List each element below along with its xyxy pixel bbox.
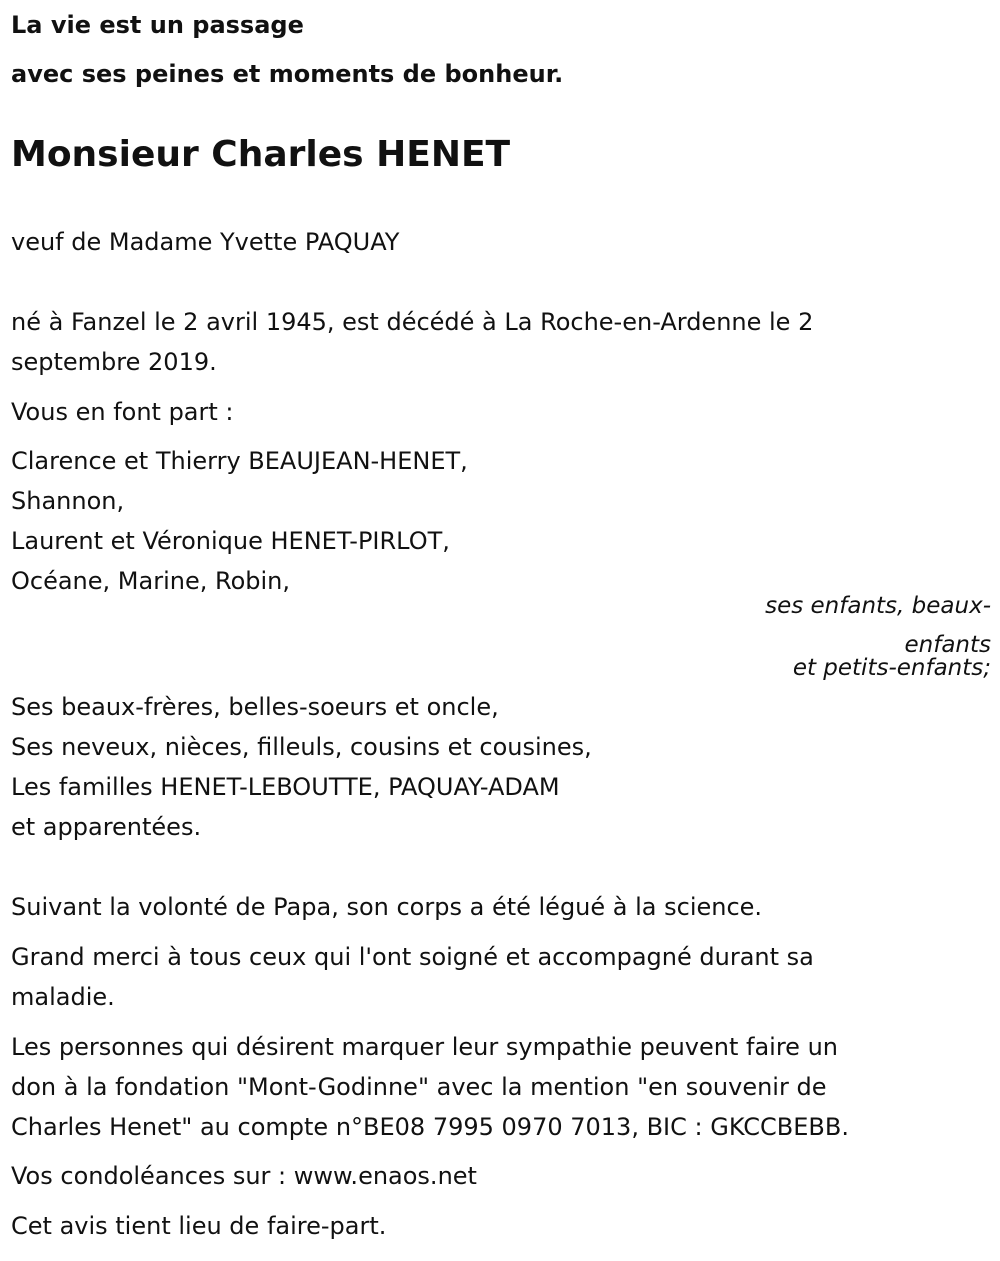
announcement-intro: Vous en font part :: [11, 398, 234, 426]
family-role-line-2: enfants: [904, 632, 991, 658]
deceased-name: Monsieur Charles HENET: [11, 134, 511, 175]
birth-death-line-1: né à Fanzel le 2 avril 1945, est décédé à La Roche-en-Ardenne le 2: [11, 308, 814, 336]
donation-line-1: Les personnes qui désirent marquer leur sympathie peuvent faire un: [11, 1033, 838, 1061]
relatives-line: Ses neveux, nièces, filleuls, cousins et cousines,: [11, 733, 592, 761]
science-note: Suivant la volonté de Papa, son corps a été légué à la science.: [11, 893, 763, 921]
widower-of: veuf de Madame Yvette PAQUAY: [11, 228, 400, 256]
family-member-line: Océane, Marine, Robin,: [11, 567, 290, 595]
family-member-line: Laurent et Véronique HENET-PIRLOT,: [11, 527, 450, 555]
family-role-line-3: et petits-enfants;: [792, 655, 991, 681]
epigraph-line-2: avec ses peines et moments de bonheur.: [11, 60, 564, 88]
thanks-line-1: Grand merci à tous ceux qui l'ont soigné et accompagné durant sa: [11, 943, 814, 971]
relatives-line: et apparentées.: [11, 813, 202, 841]
family-member-line: Clarence et Thierry BEAUJEAN-HENET,: [11, 447, 468, 475]
closing-note: Cet avis tient lieu de faire-part.: [11, 1212, 387, 1240]
relatives-line: Ses beaux-frères, belles-soeurs et oncle,: [11, 693, 499, 721]
family-role-line-1: ses enfants, beaux-: [765, 593, 991, 619]
thanks-line-2: maladie.: [11, 983, 115, 1011]
relatives-line: Les familles HENET-LEBOUTTE, PAQUAY-ADAM: [11, 773, 560, 801]
family-member-line: Shannon,: [11, 487, 125, 515]
condolences-note: Vos condoléances sur : www.enaos.net: [11, 1162, 477, 1190]
epigraph-line-1: La vie est un passage: [11, 11, 304, 39]
birth-death-line-2: septembre 2019.: [11, 348, 217, 376]
donation-line-3: Charles Henet" au compte n°BE08 7995 0970 7013, BIC : GKCCBEBB.: [11, 1113, 849, 1141]
donation-line-2: don à la fondation "Mont-Godinne" avec la mention "en souvenir de: [11, 1073, 827, 1101]
